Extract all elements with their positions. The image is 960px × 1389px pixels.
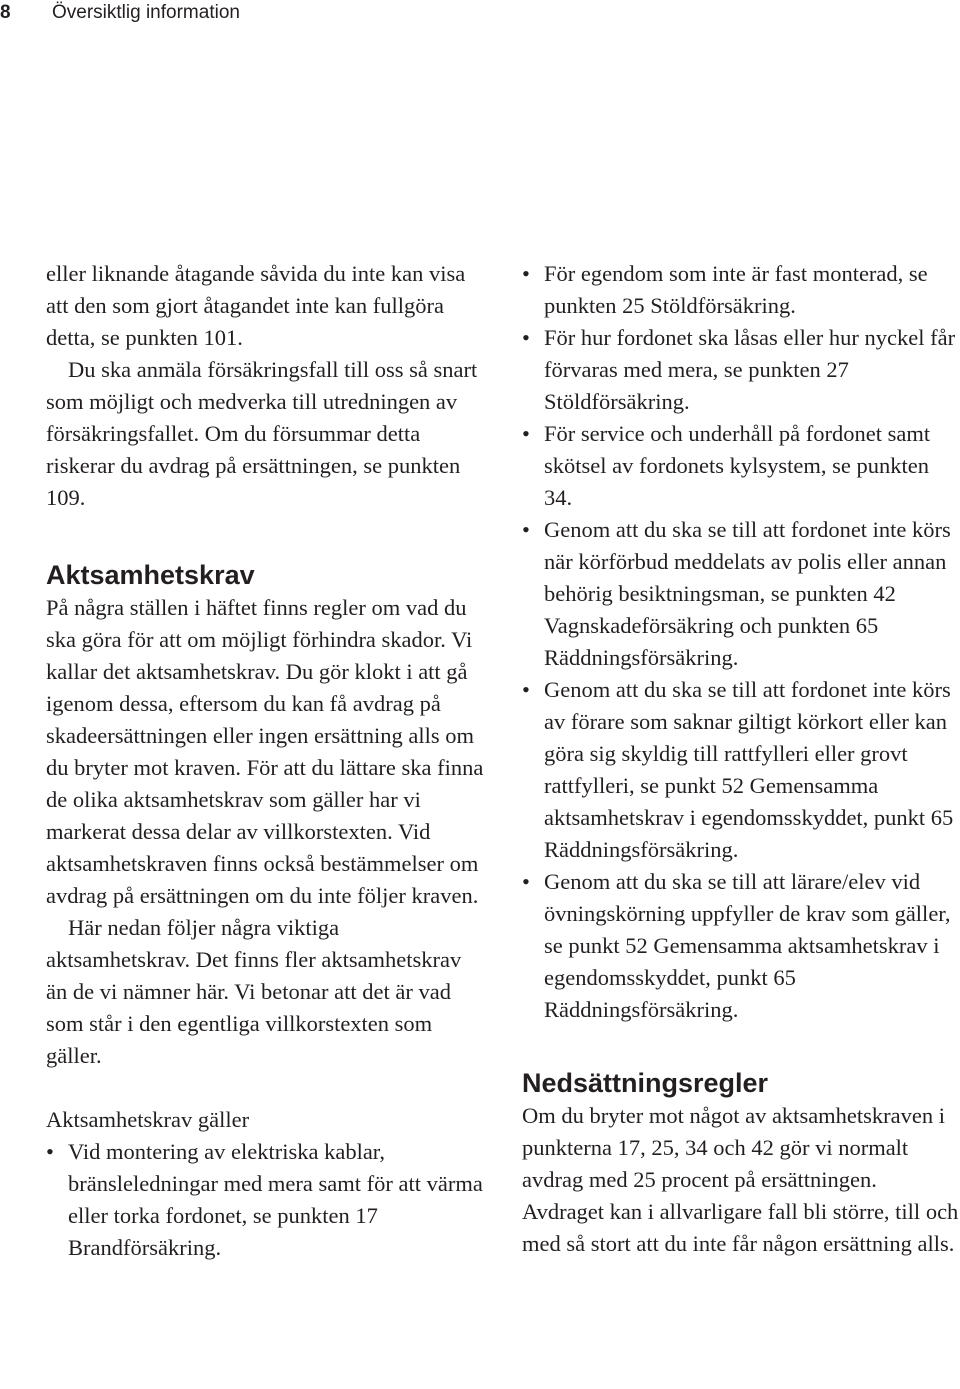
list-item	[46, 1136, 486, 1264]
bullet-icon: •	[522, 869, 530, 894]
bullet-icon: •	[46, 1139, 54, 1164]
list-item-text: För egendom som inte är fast monterad, se punkten 25 Stöldförsäkring.	[544, 261, 928, 318]
intro-paragraph-2: Du ska anmäla försäkringsfall till oss så snart som möjligt och medverka till utredningen av försäkringsfallet. Om du försummar detta riskerar du avdrag på ersättningen, se punkten 109.	[46, 357, 478, 510]
bullet-icon: •	[522, 261, 530, 286]
list-item-text: Vid montering av elektriska kablar, bränsleledningar med mera samt för att värma eller torka fordonet, se punkten 17 Brandförsäkring.	[68, 1139, 483, 1260]
section-heading-aktsamhetskrav: Aktsamhetskrav	[46, 560, 255, 590]
right-bullet-list	[522, 258, 960, 1026]
list-item	[522, 258, 960, 322]
section-heading-nedsattningsregler: Nedsättningsregler	[522, 1068, 769, 1098]
list-item	[522, 514, 960, 674]
left-column	[46, 258, 486, 1264]
running-title: Översiktlig information	[52, 2, 240, 23]
right-column	[522, 258, 960, 1260]
bullet-icon: •	[522, 677, 530, 702]
list-item-text: Genom att du ska se till att lärare/elev vid övningskörning uppfyller de krav som gäller, se punkt 52 Gemensamma aktsamhetskrav i egendomsskyddet, punkt 65 Räddningsförsäkring.	[544, 869, 951, 1022]
bullet-icon: •	[522, 325, 530, 350]
list-item	[522, 418, 960, 514]
list-item-text: Genom att du ska se till att fordonet inte körs när körförbud meddelats av polis eller annan behörig besiktningsman, se punkten 42 Vagnskadeförsäkring och punkten 65 Räddningsförsäkring.	[544, 517, 951, 670]
aktsamhetskrav-paragraph-1: På några ställen i häftet finns regler om vad du ska göra för att om möjligt förhindra skador. Vi kallar det aktsamhetskrav. Du gör klokt i att gå igenom dessa, eftersom du kan få avdrag på skadeersättningen eller ingen ersättning alls om du bryter mot kraven. För att du lättare ska finna de olika aktsamhetskrav som gäller har vi markerat dessa delar av villkorstexten. Vid aktsamhetskraven finns också bestämmelser om avdrag på ersättningen om du inte följer kraven.	[46, 595, 484, 908]
list-heading: Aktsamhetskrav gäller	[46, 1107, 250, 1132]
list-item	[522, 322, 960, 418]
list-item	[522, 674, 960, 866]
list-item-text: För hur fordonet ska låsas eller hur nyckel får förvaras med mera, se punkten 27 Stöldförsäkring.	[544, 325, 956, 414]
bullet-icon: •	[522, 517, 530, 542]
list-item-text: För service och underhåll på fordonet samt skötsel av fordonets kylsystem, se punkten 34.	[544, 421, 931, 510]
nedsattningsregler-paragraph: Om du bryter mot något av aktsamhetskraven i punkterna 17, 25, 34 och 42 gör vi normalt avdrag med 25 procent på ersättningen. Avdraget kan i allvarligare fall bli större, till och med så stort att du inte får någon ersättning alls.	[522, 1103, 959, 1256]
list-item	[522, 866, 960, 1026]
left-bullet-list	[46, 1136, 486, 1264]
page-number: 8	[0, 2, 11, 23]
list-item-text: Genom att du ska se till att fordonet inte körs av förare som saknar giltigt körkort eller kan göra sig skyldig till rattfylleri eller grovt rattfylleri, se punkt 52 Gemensamma aktsamhetskrav i egendomsskyddet, punkt 65 Räddningsförsäkring.	[544, 677, 954, 862]
aktsamhetskrav-paragraph-2: Här nedan följer några viktiga aktsamhetskrav. Det finns fler aktsamhetskrav än de vi nämner här. Vi betonar att det är vad som står i den egentliga villkorstexten som gäller.	[46, 915, 462, 1068]
running-header	[0, 0, 960, 26]
intro-paragraph-1: eller liknande åtagande såvida du inte kan visa att den som gjort åtagandet inte kan fullgöra detta, se punkten 101.	[46, 261, 466, 350]
bullet-icon: •	[522, 421, 530, 446]
